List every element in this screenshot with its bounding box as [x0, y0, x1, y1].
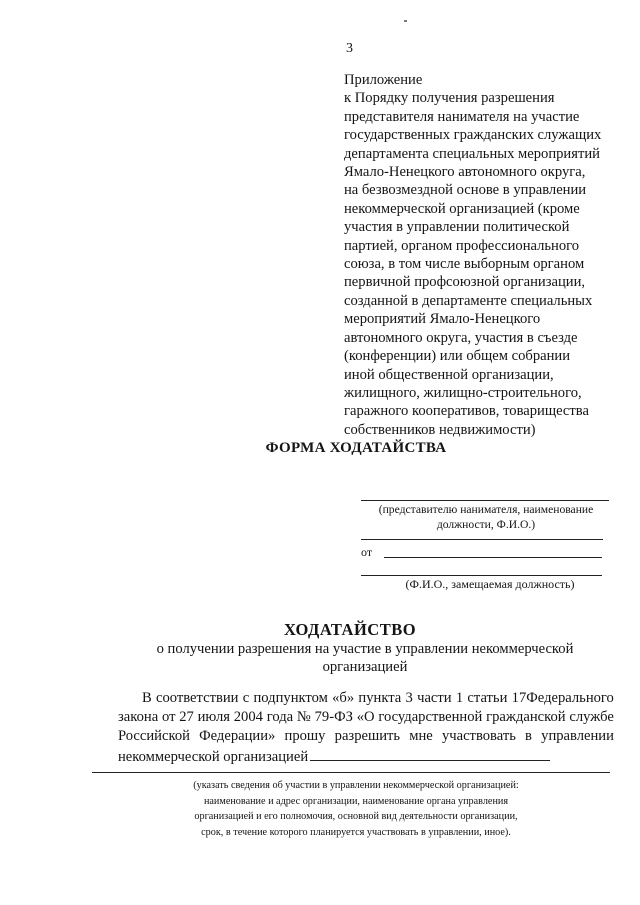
petition-subtitle-line: о получении разрешения на участие в управлении некоммерческой: [156, 641, 574, 657]
appendix-line: гаражного кооперативов, товарищества: [344, 403, 589, 420]
body-word: пункта: [358, 690, 402, 706]
body-line-4: [118, 747, 614, 767]
appendix-line: партией, органом профессионального: [344, 237, 580, 254]
appendix-line: собственников недвижимости): [344, 421, 536, 438]
organization-details-fill-line: [92, 772, 610, 773]
organization-fill-line: [310, 747, 550, 761]
appendix-line: на безвозмездной основе в управлении: [344, 182, 587, 199]
body-word: мне: [409, 728, 433, 745]
body-line-text: некоммерческой организацией: [118, 748, 309, 765]
body-word: Российской: [118, 728, 190, 745]
body-word: Федерации»: [199, 728, 276, 745]
appendix-line: жилищного, жилищно-строительного,: [344, 384, 582, 401]
body-word: от: [161, 709, 176, 726]
appendix-line: созданной в департаменте специальных: [344, 292, 593, 309]
body-word: 17Федерального: [511, 690, 614, 706]
appendix-line: союза, в том числе выборным органом: [344, 256, 585, 273]
appendix-line: Ямало-Ненецкого автономного округа,: [344, 164, 586, 181]
body-line-1: [118, 689, 614, 708]
body-line-2: [118, 708, 614, 727]
instruction-line: организацией и его полномочия, основной вид деятельности организации,: [194, 811, 518, 823]
body-word: в: [525, 728, 532, 745]
instruction-line: (указать сведения об участии в управлении некоммерческой организацией:: [193, 780, 519, 791]
sender-caption: (Ф.И.О., замещаемая должность): [405, 577, 575, 591]
appendix-line: автономного округа, участия в съезде: [344, 329, 578, 346]
appendix-line: департамента специальных мероприятий: [344, 145, 600, 162]
body-word: года: [266, 709, 294, 726]
petition-body: [118, 689, 614, 767]
body-line-3: [118, 727, 614, 746]
body-word: разрешить: [334, 728, 401, 745]
body-word: службе: [569, 709, 614, 726]
instruction-caption: [150, 778, 562, 840]
body-word: части: [417, 690, 452, 706]
instruction-line: наименование и адрес организации, наименование органа управления: [203, 795, 509, 807]
body-word: 1: [455, 690, 464, 706]
body-word: участвовать: [441, 728, 516, 745]
petition-subtitle: [108, 640, 622, 677]
body-word: подпунктом: [253, 690, 328, 706]
appendix-line: Приложение: [344, 72, 423, 88]
page-number: 3: [346, 41, 353, 56]
from-label: от: [361, 545, 373, 559]
petition-title: ХОДАТАЙСТВО: [283, 620, 417, 639]
body-word: государственной: [378, 709, 483, 726]
appendix-line: первичной профсоюзной организации,: [344, 274, 586, 291]
appendix-line: государственных гражданских служащих: [344, 127, 602, 144]
body-word: соответствии: [156, 690, 239, 706]
body-word: «О: [356, 709, 375, 726]
appendix-note: [344, 71, 640, 439]
appendix-line: представителя нанимателя на участие: [344, 108, 580, 125]
appendix-line: (конференции) или общем собрании: [344, 348, 571, 365]
body-word: В: [142, 690, 152, 706]
body-word: прошу: [284, 728, 326, 745]
scan-speck: [404, 20, 407, 22]
addressee-fill-line: [361, 500, 609, 501]
addressee-caption-1: (представителю нанимателя, наименование: [378, 503, 594, 516]
appendix-line: мероприятий Ямало-Ненецкого: [344, 311, 541, 328]
appendix-line: к Порядку получения разрешения: [344, 90, 555, 107]
appendix-line: участия в управлении политической: [344, 219, 570, 236]
body-word: июля: [197, 709, 230, 726]
addressee-fill-line-2: [361, 539, 603, 540]
appendix-line: некоммерческой организацией (кроме: [344, 200, 580, 217]
body-word: 2004: [233, 709, 263, 726]
body-word: гражданской: [486, 709, 566, 726]
body-word: №: [296, 709, 311, 726]
petition-subtitle-line: организацией: [322, 659, 408, 676]
addressee-caption-2: должности, Ф.И.О.): [436, 518, 536, 531]
body-word: 27: [179, 709, 194, 726]
appendix-line: иной общественной организации,: [344, 366, 554, 383]
body-word: 3: [405, 690, 413, 706]
instruction-line: срок, в течение которого планируется участвовать в управлении, иное).: [201, 826, 511, 838]
body-word: 79-ФЗ: [314, 709, 353, 726]
form-title: ФОРМА ХОДАТАЙСТВА: [265, 440, 447, 456]
body-word: статьи: [467, 690, 508, 706]
sender-fill-line: [384, 557, 602, 558]
body-word: с: [242, 690, 250, 706]
body-word: «б»: [332, 690, 355, 706]
body-word: управлении: [541, 728, 614, 745]
body-word: закона: [118, 709, 159, 726]
